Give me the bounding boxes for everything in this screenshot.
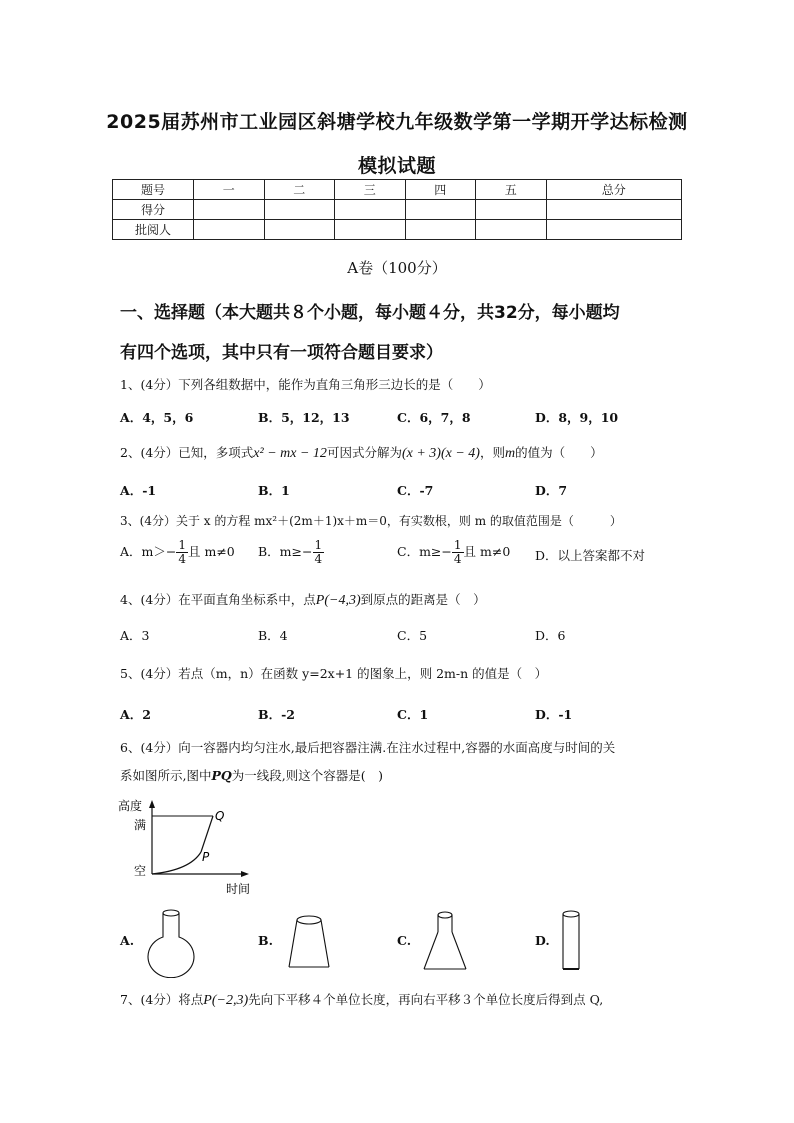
- q7-suffix: 先向下平移４个单位长度，再向右平移３个单位长度后得到点 Q,: [248, 992, 604, 1007]
- grader-cell[interactable]: [405, 220, 476, 240]
- q2-prefix: 2、(4分）已知，多项式: [120, 445, 254, 460]
- q2-option-d[interactable]: D．7: [535, 483, 568, 498]
- graph-curve: [152, 852, 201, 874]
- q3-option-c[interactable]: [397, 539, 510, 566]
- q2-polynomial: x² − mx − 12: [253, 446, 327, 461]
- q3-option-a-prefix: A．m＞−: [120, 544, 177, 560]
- graph-y-arrow: [149, 800, 155, 808]
- q2-option-a[interactable]: A．-1: [120, 483, 157, 498]
- row-label: 批阅人: [113, 220, 194, 240]
- q1-option-d[interactable]: D．8，9，10: [535, 410, 619, 425]
- q6-line2-suffix: 为一线段,则这个容器是( ): [231, 768, 384, 783]
- frac-denominator: 4: [453, 552, 462, 567]
- q6-option-b[interactable]: B.: [258, 933, 273, 948]
- q1-option-a[interactable]: A．4，5，6: [120, 410, 194, 425]
- q1-option-c[interactable]: C．6，7，8: [397, 410, 471, 425]
- q6-option-d[interactable]: D.: [535, 933, 550, 948]
- q6-line1: 6、(4分）向一容器内均匀注水,最后把容器注满.在注水过程中,容器的水面高度与时间的关: [120, 740, 616, 755]
- q2-mid: 可因式分解为: [326, 445, 402, 460]
- document-title-line2: 模拟试题: [357, 155, 436, 177]
- fraction-one-quarter: [313, 539, 325, 566]
- q6-pq: PQ: [211, 768, 232, 783]
- document-title-line1: 2025届苏州市工业园区斜塘学校九年级数学第一学期开学达标检测: [106, 111, 688, 133]
- graph-ylabel: 高度: [118, 799, 143, 813]
- frac-denominator: 4: [178, 552, 186, 567]
- q4-option-d[interactable]: D．6: [535, 628, 566, 643]
- q6-option-a[interactable]: A.: [120, 933, 135, 948]
- q3-option-c-suffix: 且 m≠0: [463, 544, 511, 560]
- cylinder-container-icon[interactable]: [558, 908, 586, 974]
- q4-option-c[interactable]: C．5: [397, 628, 428, 643]
- q5-option-c[interactable]: C．1: [397, 707, 429, 722]
- frustum-container-icon[interactable]: [283, 912, 335, 972]
- question-2-stem: [120, 443, 603, 462]
- graph-segment-pq: [201, 816, 213, 852]
- score-cell[interactable]: [194, 200, 265, 220]
- graph-empty-label: 空: [134, 864, 147, 878]
- flask-round-icon[interactable]: [143, 906, 199, 978]
- grader-cell[interactable]: [264, 220, 335, 240]
- q4-point: P(−4,3): [315, 593, 361, 608]
- question-5-stem: 5、(4分）若点（m，n）在函数 y=2x+1 的图象上，则 2m-n 的值是（ ）: [120, 666, 548, 681]
- q5-option-a[interactable]: A．2: [120, 707, 151, 722]
- question-6-stem: [120, 734, 680, 790]
- grader-cell[interactable]: [546, 220, 682, 240]
- q1-option-b[interactable]: B．5，12，13: [258, 410, 350, 425]
- grader-cell[interactable]: [476, 220, 547, 240]
- graph-full-label: 满: [134, 818, 147, 832]
- section-heading-line2: 有四个选项，其中只有一项符合题目要求）: [120, 343, 443, 363]
- grader-cell[interactable]: [194, 220, 265, 240]
- q5-option-b[interactable]: B．-2: [258, 707, 295, 722]
- grader-row: [113, 220, 682, 240]
- q3-option-b[interactable]: [258, 539, 324, 566]
- q4-option-a[interactable]: A．3: [120, 628, 150, 643]
- grader-cell[interactable]: [335, 220, 406, 240]
- table-header: 一: [194, 180, 265, 200]
- q3-option-c-prefix: C．m≥−: [397, 544, 452, 560]
- table-header: 三: [335, 180, 406, 200]
- q3-option-a-suffix: 且 m≠0: [188, 544, 235, 560]
- q2-option-b[interactable]: B．1: [258, 483, 290, 498]
- frac-numerator: 1: [453, 538, 462, 552]
- fraction-one-quarter: [452, 539, 464, 566]
- q6-line2: [120, 762, 680, 790]
- q4-suffix: 到原点的距离是（ ）: [360, 592, 486, 607]
- water-level-graph: [112, 794, 272, 898]
- score-cell[interactable]: [476, 200, 547, 220]
- q2-mid2: ，则: [479, 445, 505, 460]
- conical-flask-icon[interactable]: [420, 908, 472, 974]
- graph-xlabel: 时间: [226, 882, 251, 896]
- table-header: 四: [405, 180, 476, 200]
- score-cell[interactable]: [546, 200, 682, 220]
- table-header: 总分: [546, 180, 682, 200]
- frac-denominator: 4: [314, 552, 323, 567]
- q3-option-b-prefix: B．m≥−: [258, 544, 313, 560]
- graph-point-q: Q: [215, 809, 225, 823]
- row-label: 得分: [113, 200, 194, 220]
- score-table-header-row: [113, 180, 682, 200]
- graph-x-arrow: [241, 871, 249, 877]
- question-7-stem: [120, 990, 603, 1009]
- score-table: [112, 179, 682, 240]
- q7-point: P(−2,3): [203, 993, 249, 1008]
- table-header: 五: [476, 180, 547, 200]
- question-4-stem: [120, 590, 486, 609]
- table-header: 题号: [113, 180, 194, 200]
- q2-suffix: 的值为（ ）: [515, 445, 603, 460]
- score-row: [113, 200, 682, 220]
- q2-variable: m: [504, 446, 516, 461]
- paper-label: A卷（100分）: [347, 259, 447, 277]
- q7-prefix: 7、(4分）将点: [120, 992, 204, 1007]
- table-header: 二: [264, 180, 335, 200]
- q6-line2-prefix: 系如图所示,图中: [120, 768, 212, 783]
- q5-option-d[interactable]: D．-1: [535, 707, 573, 722]
- score-cell[interactable]: [405, 200, 476, 220]
- section-heading-line1: 一、选择题（本大题共８个小题，每小题４分，共32分，每小题均: [120, 303, 620, 323]
- score-cell[interactable]: [264, 200, 335, 220]
- question-1-stem: 1、(4分）下列各组数据中，能作为直角三角形三边长的是（ ）: [120, 377, 491, 392]
- fraction-one-quarter: [176, 539, 188, 566]
- q4-option-b[interactable]: B．4: [258, 628, 288, 643]
- q2-factored: (x + 3)(x − 4): [401, 446, 480, 461]
- q4-prefix: 4、(4分）在平面直角坐标系中，点: [120, 592, 316, 607]
- q2-option-c[interactable]: C．-7: [397, 483, 434, 498]
- graph-point-p: P: [202, 850, 210, 864]
- score-cell[interactable]: [335, 200, 406, 220]
- question-3-stem: 3、(4分）关于 x 的方程 mx²＋(2m＋1)x＋m＝0，有实数根，则 m 的取值范围是（ ）: [120, 514, 622, 528]
- q3-option-a[interactable]: [120, 539, 235, 566]
- frac-numerator: 1: [314, 538, 323, 552]
- q3-option-d[interactable]: D．以上答案都不对: [535, 548, 646, 563]
- q6-option-c[interactable]: C.: [397, 933, 412, 948]
- frac-numerator: 1: [178, 538, 186, 552]
